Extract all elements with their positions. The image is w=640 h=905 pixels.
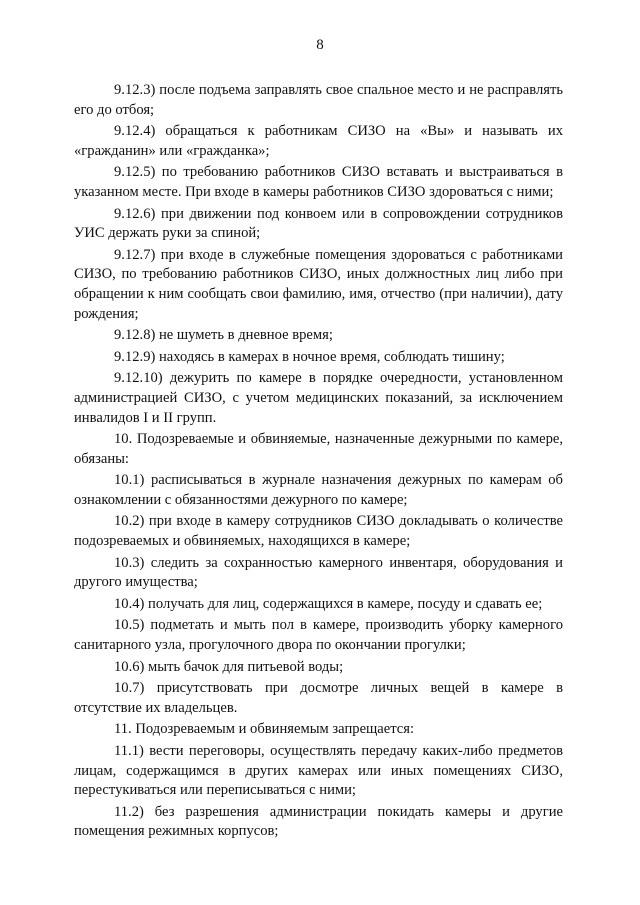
- page-number: 8: [316, 37, 324, 53]
- paragraph-10-2: 10.2) при входе в камеру сотрудников СИЗО докладывать о количестве подозреваемых и обвиняемых, находящихся в камере;: [74, 513, 563, 550]
- paragraph-10-6: 10.6) мыть бачок для питьевой воды;: [114, 658, 344, 675]
- paragraph-9-12-3: 9.12.3) после подъема заправлять свое спальное место и не расправлять его до отбоя;: [74, 82, 563, 118]
- paragraph-10: 10. Подозреваемые и обвиняемые, назначенные дежурными по камере, обязаны:: [74, 431, 563, 467]
- document-body: [74, 81, 563, 844]
- paragraph-10-3: 10.3) следить за сохранностью камерного инвентаря, оборудования и другого имущества;: [74, 554, 563, 591]
- paragraph-11-2: 11.2) без разрешения администрации покидать камеры и другие помещения режимных корпусов;: [74, 803, 563, 840]
- paragraph-9-12-8: 9.12.8) не шуметь в дневное время;: [114, 327, 333, 344]
- paragraph-9-12-6: 9.12.6) при движении под конвоем или в сопровождении сотрудников УИС держать руки за спиной;: [74, 205, 563, 242]
- paragraph-10-5: 10.5) подметать и мыть пол в камере, производить уборку камерного санитарного узла, прогулочного двора по окончании прогулки;: [74, 617, 563, 654]
- paragraph-9-12-4: 9.12.4) обращаться к работникам СИЗО на «Вы» и называть их «гражданин» или «гражданка»;: [74, 123, 563, 159]
- paragraph-9-12-5: 9.12.5) по требованию работников СИЗО вставать и выстраиваться в указанном месте. При входе в камеры работников СИЗО здороваться с ними;: [74, 164, 563, 200]
- paragraph-11: 11. Подозреваемым и обвиняемым запрещается:: [114, 721, 415, 738]
- paragraph-9-12-7: 9.12.7) при входе в служебные помещения здороваться с работниками СИЗО, по требованию работников СИЗО, иных должностных лиц либо при обращении к ним сообщать свои фамилию, имя, отчество (при наличии), дату рождения;: [74, 246, 563, 322]
- paragraph-9-12-9: 9.12.9) находясь в камерах в ночное время, соблюдать тишину;: [114, 348, 505, 365]
- paragraph-9-12-10: 9.12.10) дежурить по камере в порядке очередности, установленном администрацией СИЗО, с учетом медицинских показаний, за исключением инвалидов I и II групп.: [74, 370, 563, 426]
- paragraph-10-1: 10.1) расписываться в журнале назначения дежурных по камерам об ознакомлении с обязанностями дежурного по камере;: [74, 472, 563, 508]
- paragraph-10-7: 10.7) присутствовать при досмотре личных вещей в камере в отсутствие их владельцев.: [74, 680, 563, 716]
- paragraph-11-1: 11.1) вести переговоры, осуществлять передачу каких-либо предметов лицам, содержащимся в других камерах или иных помещениях СИЗО, перестукиваться или переписываться с ними;: [74, 743, 563, 799]
- paragraph-10-4: 10.4) получать для лиц, содержащихся в камере, посуду и сдавать ее;: [114, 595, 543, 612]
